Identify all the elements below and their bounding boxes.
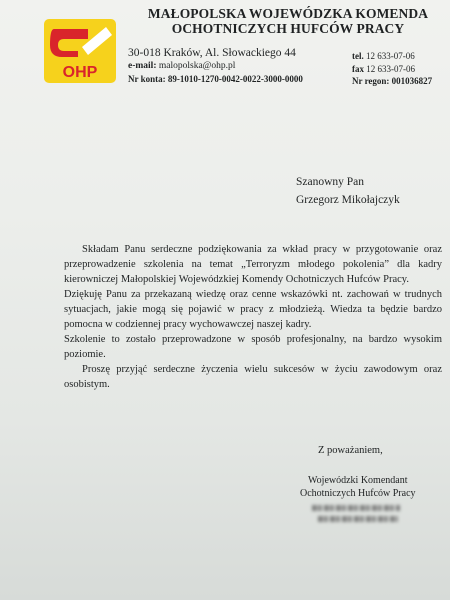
- signatory-title-line2: Ochotniczych Hufców Pracy: [300, 488, 416, 499]
- body-paragraph-3: Szkolenie to zostało przeprowadzone w sposób profesjonalny, na bardzo wysokim poziomie.: [64, 334, 442, 360]
- redacted-line-2: [318, 516, 398, 522]
- letter-body: [64, 242, 442, 392]
- body-paragraph-1: Składam Panu serdeczne podziękowania za wkład pracy w przygotowanie oraz przeprowadzenie szkolenia na temat „Terroryzm młodego pokolenia” dla kadry kierowniczej Małopolskiej Wojewódzkiej Komendy Ochotniczych Hufców Pracy.: [64, 244, 442, 285]
- redacted-line-1: [312, 505, 400, 511]
- recipient-name: Grzegorz Mikołajczyk: [296, 194, 400, 206]
- regon-value: 001036827: [391, 76, 433, 86]
- org-name-line2: OCHOTNICZYCH HUFCÓW PRACY: [171, 21, 405, 36]
- fax-label: fax: [352, 63, 364, 74]
- recipient-block: [296, 173, 400, 209]
- org-name-line1: MAŁOPOLSKA WOJEWÓDZKA KOMENDA: [147, 6, 429, 21]
- fax-line: [352, 63, 432, 76]
- redacted-signature: [312, 505, 402, 531]
- closing-regards: Z poważaniem,: [318, 445, 383, 456]
- organization-name: [130, 6, 446, 36]
- signatory-title: [300, 474, 416, 500]
- regon-line: [352, 75, 432, 88]
- account-line: [128, 74, 303, 85]
- account-value: 89-1010-1270-0042-0022-3000-0000: [167, 74, 303, 84]
- email-line: [128, 61, 235, 72]
- email-value: malopolska@ohp.pl: [158, 61, 236, 71]
- tel-label: tel.: [352, 51, 364, 61]
- ohp-logo: [42, 17, 118, 85]
- body-paragraph-2: Dziękuję Panu za przekazaną wiedzę oraz cenne wskazówki nt. zachowań w trudnych sytuacjach, jakie mogą się pojawić w pracy z młodzieżą. Wiedza ta będzie bardzo pomocna w codziennej pracy wychowawczej naszej kadry.: [64, 289, 442, 330]
- fax-value: 12 633-07-06: [366, 63, 415, 74]
- recipient-salutation: Szanowny Pan: [296, 176, 365, 188]
- tel-line: [352, 50, 432, 63]
- tel-value: 12 633-07-06: [366, 51, 415, 61]
- signatory-title-line1: Wojewódzki Komendant: [308, 475, 408, 486]
- logo-text: OHP: [62, 64, 98, 81]
- email-label: e-mail:: [128, 61, 157, 71]
- account-label: Nr konta:: [128, 74, 166, 84]
- body-paragraph-4: Proszę przyjąć serdeczne życzenia wielu sukcesów w życiu zawodowym oraz osobistym.: [64, 364, 442, 390]
- regon-label: Nr regon:: [352, 76, 390, 86]
- contact-block: [352, 50, 432, 88]
- address-line: 30-018 Kraków, Al. Słowackiego 44: [128, 47, 296, 59]
